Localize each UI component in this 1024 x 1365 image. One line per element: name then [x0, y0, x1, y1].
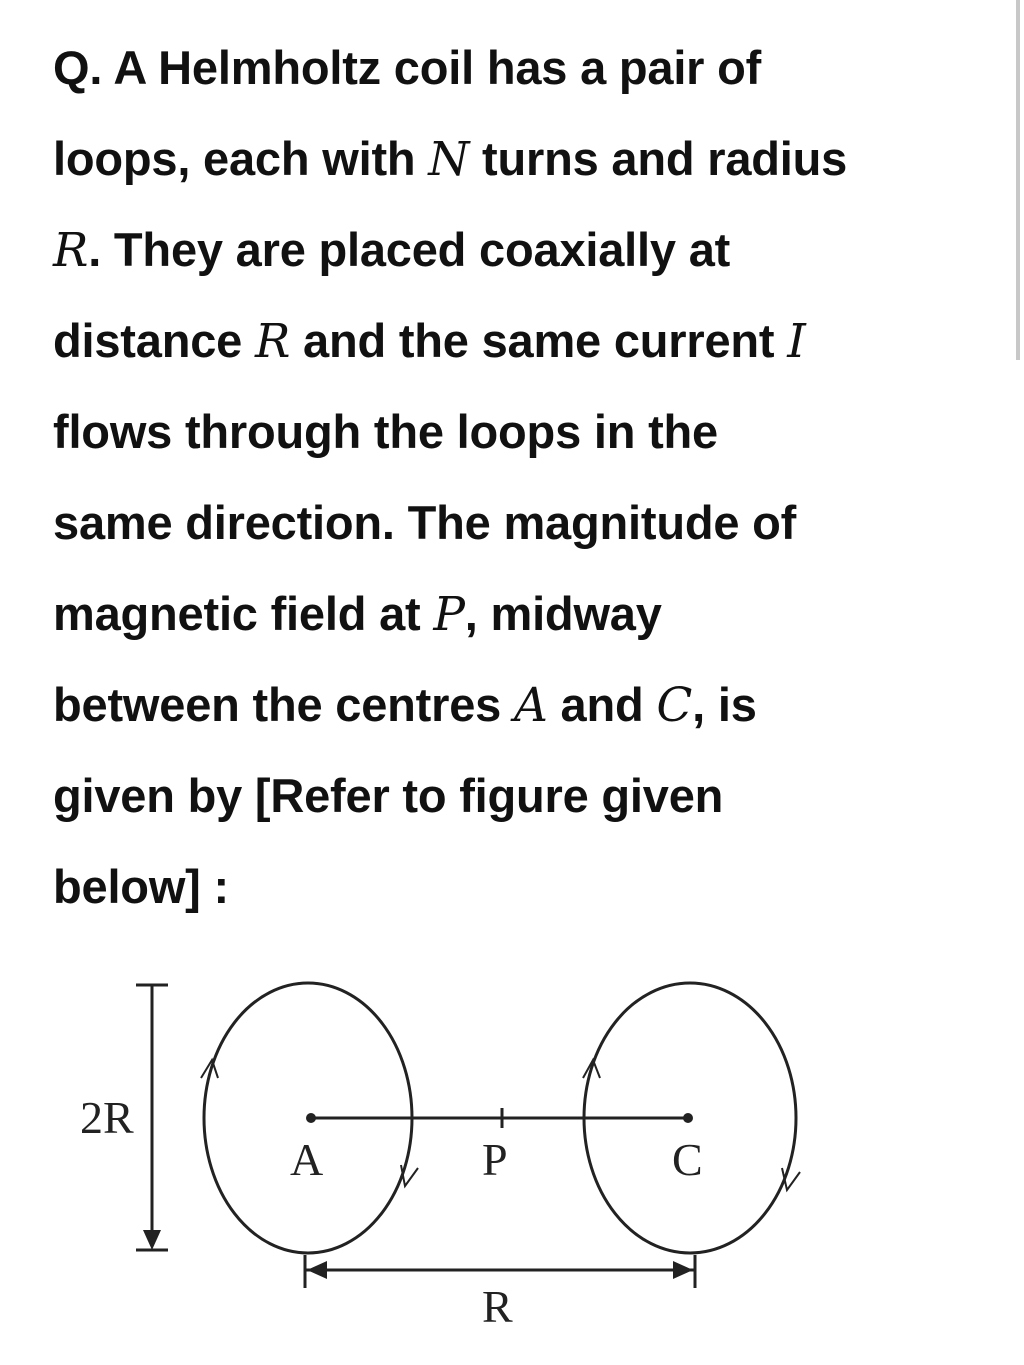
label-a: A	[290, 1134, 324, 1185]
math-variable: R	[53, 223, 89, 278]
text-segment: and	[547, 678, 657, 731]
text-segment: and the same current	[290, 314, 788, 367]
arrowhead-left-icon	[307, 1261, 327, 1279]
math-variable: N	[428, 132, 470, 187]
question-line	[53, 477, 1013, 568]
arrowhead-right-icon	[673, 1261, 693, 1279]
text-segment: , midway	[464, 587, 662, 640]
text-segment: distance	[53, 314, 255, 367]
text-segment: Q. A Helmholtz coil has a pair of	[53, 41, 762, 94]
label-c: C	[672, 1134, 703, 1185]
math-variable: P	[433, 587, 465, 642]
math-variable: R	[254, 314, 291, 369]
question-line	[53, 841, 1013, 932]
arrowhead-down-icon	[143, 1230, 161, 1250]
point-c	[683, 1113, 693, 1123]
label-2r: 2R	[80, 1092, 134, 1143]
text-segment: below] :	[53, 860, 229, 913]
text-segment: same direction. The magnitude of	[53, 496, 797, 549]
question-line	[53, 386, 1013, 477]
question-line	[53, 113, 1013, 204]
label-p: P	[482, 1134, 508, 1185]
question-line	[53, 568, 1013, 659]
text-segment: flows through the loops in the	[53, 405, 718, 458]
helmholtz-coil-figure	[0, 960, 1024, 1365]
text-segment: , is	[692, 678, 757, 731]
text-segment: turns and radius	[469, 132, 848, 185]
question-text	[53, 22, 1013, 932]
text-segment: between the centres	[53, 678, 514, 731]
dimension-2r	[136, 985, 168, 1250]
question-line	[53, 22, 1013, 113]
point-a	[306, 1113, 316, 1123]
label-r: R	[482, 1281, 513, 1332]
question-line	[53, 750, 1013, 841]
math-variable: C	[656, 678, 693, 733]
text-segment: . They are placed coaxially at	[88, 223, 731, 276]
math-variable: A	[513, 678, 548, 733]
text-segment: magnetic field at	[53, 587, 434, 640]
text-segment: given by [Refer to figure given	[53, 769, 724, 822]
math-variable: I	[787, 314, 806, 369]
text-segment: loops, each with	[53, 132, 429, 185]
question-line	[53, 295, 1013, 386]
question-line	[53, 659, 1013, 750]
scrollbar[interactable]	[1016, 0, 1020, 360]
question-line	[53, 204, 1013, 295]
